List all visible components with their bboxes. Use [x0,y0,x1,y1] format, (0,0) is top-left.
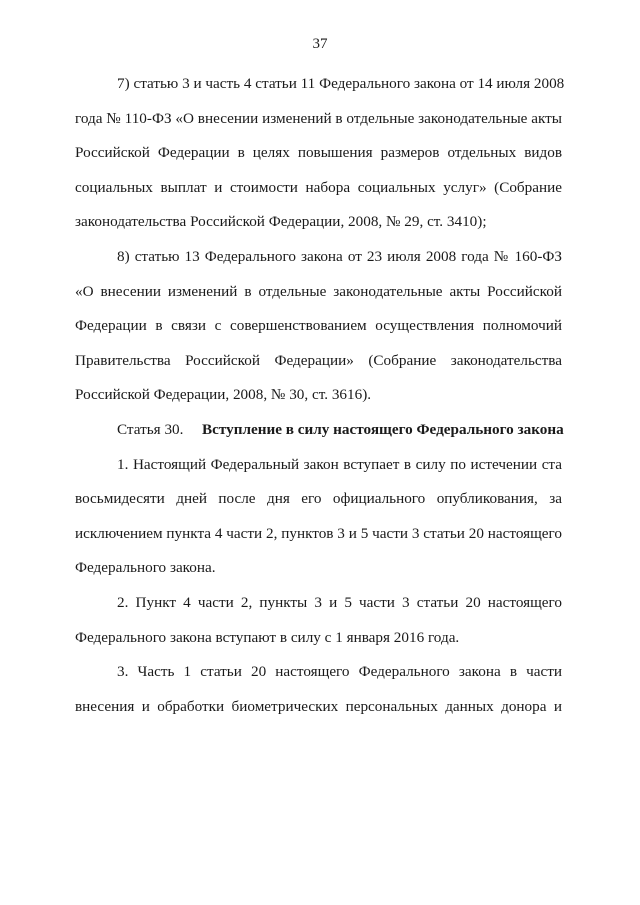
paragraph-item-7 [75,67,565,240]
text-line: внесения и обработки биометрических персональных данных донора и [75,697,562,715]
article-paragraph-1 [75,448,562,586]
text-line: 8) статью 13 Федерального закона от 23 июля 2008 года № 160-ФЗ [117,247,562,265]
article-paragraph-3 [75,655,562,724]
text-line: 2. Пункт 4 части 2, пункты 3 и 5 части 3 статьи 20 настоящего [117,593,562,611]
text-line: «О внесении изменений в отдельные законодательные акты Российской [75,282,562,300]
text-line: социальных выплат и стоимости набора социальных услуг» (Собрание [75,178,562,196]
text-line: Правительства Российской Федерации» (Собрание законодательства [75,351,562,369]
text-line: 7) статью 3 и часть 4 статьи 11 Федерального закона от 14 июля 2008 [117,75,565,92]
text-line: Российской Федерации, 2008, № 30, ст. 3616). [75,386,372,404]
text-line: 1. Настоящий Федеральный закон вступает в силу по истечении ста [117,455,562,473]
text-line: 3. Часть 1 статьи 20 настоящего Федерального закона в части [117,663,562,681]
text-line: года № 110-ФЗ «О внесении изменений в отдельные законодательные акты [75,109,562,127]
text-line: исключением пункта 4 части 2, пунктов 3 и 5 части 3 статьи 20 настоящего [75,524,562,542]
text-line: законодательства Российской Федерации, 2008, № 29, ст. 3410); [75,213,487,231]
article-paragraph-2 [75,586,562,655]
text-line: Российской Федерации в целях повышения размеров отдельных видов [75,144,562,162]
paragraph-item-8 [75,240,562,413]
article-heading [75,413,562,448]
text-line: Федерального закона вступают в силу с 1 января 2016 года. [75,628,460,646]
document-body [75,67,565,724]
text-line: Федерального закона. [75,559,216,577]
text-line: восьмидесяти дней после дня его официального опубликования, за [75,490,562,508]
text-line: Федерации в связи с совершенствованием осуществления полномочий [75,317,562,335]
article-title: Вступление в силу настоящего Федерального закона [202,420,564,438]
article-label: Статья 30. [117,420,184,438]
page-number: 37 [312,36,328,52]
